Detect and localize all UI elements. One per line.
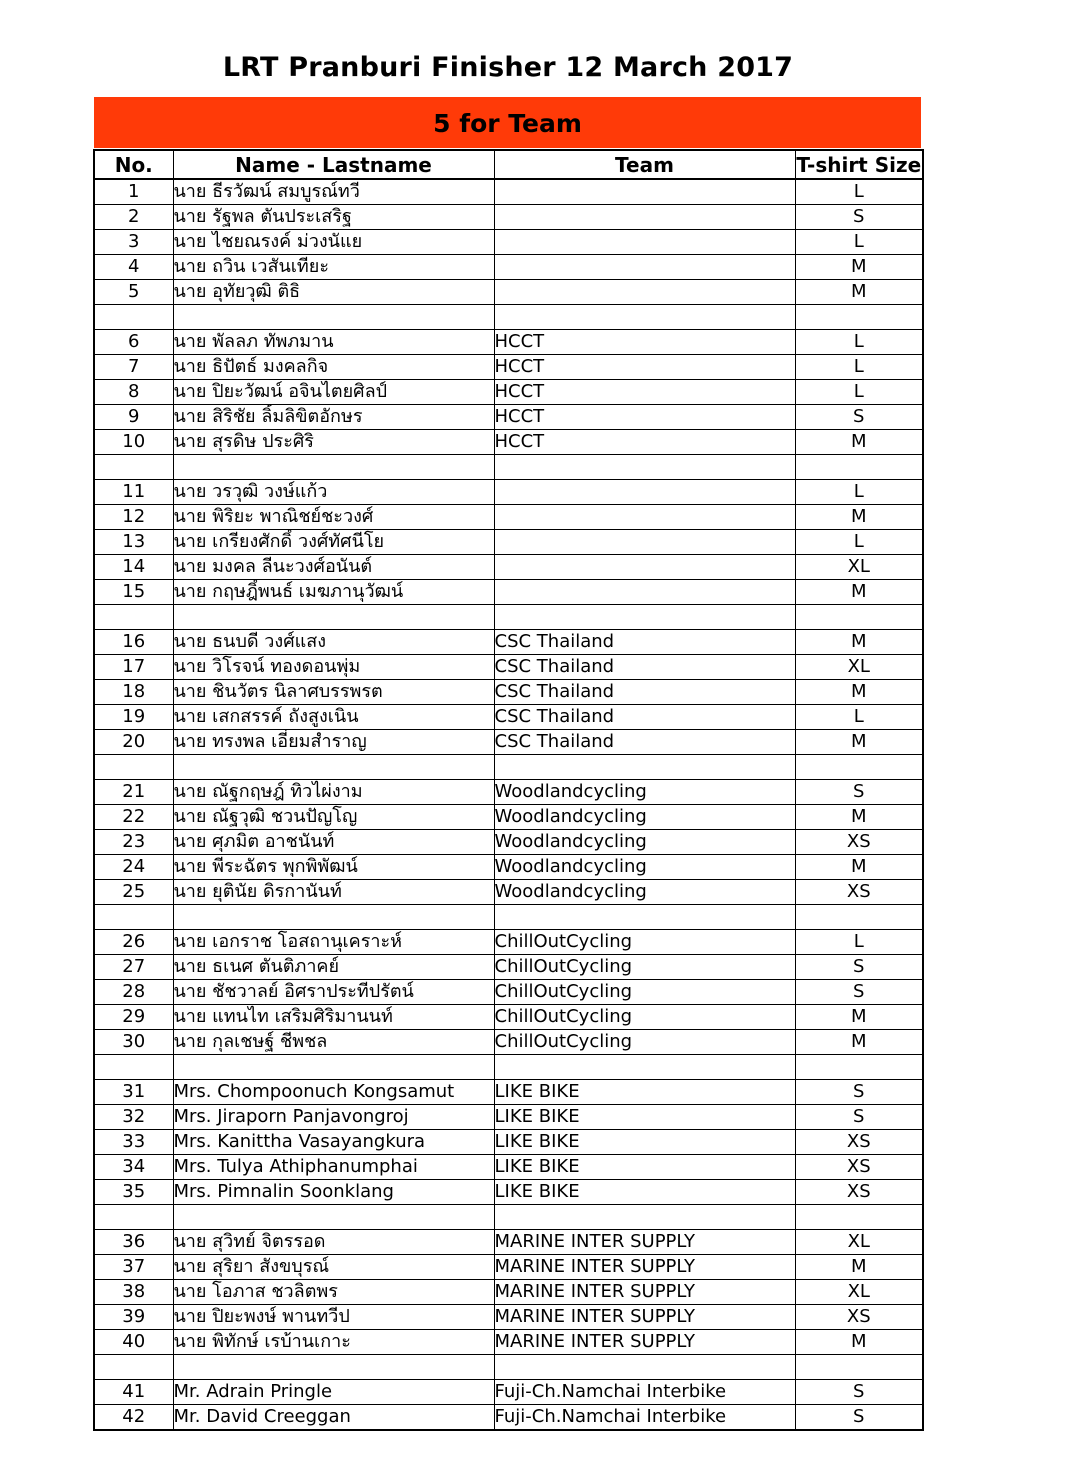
empty-cell — [795, 905, 923, 930]
table-row — [94, 480, 923, 505]
cell-team: CSC Thailand — [494, 680, 795, 705]
cell-no: 35 — [94, 1180, 173, 1205]
cell-no: 26 — [94, 930, 173, 955]
table-row — [94, 1130, 923, 1155]
cell-tshirt-size: XL — [795, 1280, 923, 1305]
cell-tshirt-size: L — [795, 330, 923, 355]
cell-name: นาย ปิยะวัฒน์ อจินไตยศิลป์ — [173, 380, 494, 405]
cell-team — [494, 530, 795, 555]
empty-cell — [494, 1205, 795, 1230]
cell-team: ChillOutCycling — [494, 1005, 795, 1030]
cell-team: CSC Thailand — [494, 655, 795, 680]
empty-cell — [94, 455, 173, 480]
cell-no: 41 — [94, 1380, 173, 1405]
cell-tshirt-size: M — [795, 580, 923, 605]
table-row — [94, 230, 923, 255]
cell-name: นาย ณัฐวุฒิ ชวนปัญโญ — [173, 805, 494, 830]
document-title: LRT Pranburi Finisher 12 March 2017 — [222, 52, 794, 83]
cell-name: Mrs. Jiraporn Panjavongroj — [173, 1105, 494, 1130]
cell-tshirt-size: M — [795, 1330, 923, 1355]
cell-team: HCCT — [494, 355, 795, 380]
spacer-row — [94, 1355, 923, 1380]
cell-no: 38 — [94, 1280, 173, 1305]
table-row — [94, 405, 923, 430]
table-row — [94, 1305, 923, 1330]
cell-team: Woodlandcycling — [494, 830, 795, 855]
cell-name: Mr. Adrain Pringle — [173, 1380, 494, 1405]
empty-cell — [494, 1355, 795, 1380]
cell-no: 2 — [94, 205, 173, 230]
empty-cell — [795, 755, 923, 780]
empty-cell — [173, 1205, 494, 1230]
empty-cell — [94, 905, 173, 930]
cell-team: ChillOutCycling — [494, 930, 795, 955]
cell-name: นาย สิริชัย ลิ้มลิขิตอักษร — [173, 405, 494, 430]
cell-team: Woodlandcycling — [494, 855, 795, 880]
cell-name: นาย วรวุฒิ วงษ์แก้ว — [173, 480, 494, 505]
cell-name: นาย แทนไท เสริมศิริมานนท์ — [173, 1005, 494, 1030]
table-row — [94, 179, 923, 205]
table-row — [94, 430, 923, 455]
table-row — [94, 505, 923, 530]
cell-no: 42 — [94, 1405, 173, 1431]
cell-no: 24 — [94, 855, 173, 880]
cell-tshirt-size: S — [795, 1105, 923, 1130]
spacer-row — [94, 1055, 923, 1080]
cell-tshirt-size: M — [795, 1030, 923, 1055]
cell-team: ChillOutCycling — [494, 1030, 795, 1055]
cell-team: LIKE BIKE — [494, 1080, 795, 1105]
cell-no: 13 — [94, 530, 173, 555]
cell-name: Mrs. Tulya Athiphanumphai — [173, 1155, 494, 1180]
cell-tshirt-size: L — [795, 705, 923, 730]
empty-cell — [173, 755, 494, 780]
cell-no: 11 — [94, 480, 173, 505]
cell-tshirt-size: M — [795, 1255, 923, 1280]
cell-name: นาย รัฐพล ตันประเสริฐ — [173, 205, 494, 230]
cell-no: 22 — [94, 805, 173, 830]
table-row — [94, 1405, 923, 1431]
cell-tshirt-size: M — [795, 805, 923, 830]
cell-team — [494, 205, 795, 230]
cell-tshirt-size: M — [795, 255, 923, 280]
table-row — [94, 705, 923, 730]
table-row — [94, 580, 923, 605]
cell-tshirt-size: M — [795, 505, 923, 530]
cell-tshirt-size: S — [795, 980, 923, 1005]
table-row — [94, 630, 923, 655]
empty-cell — [173, 1055, 494, 1080]
empty-cell — [494, 605, 795, 630]
cell-team — [494, 255, 795, 280]
column-header-team: Team — [494, 150, 795, 179]
table-row — [94, 655, 923, 680]
cell-tshirt-size: S — [795, 1380, 923, 1405]
cell-team: LIKE BIKE — [494, 1180, 795, 1205]
spacer-row — [94, 905, 923, 930]
cell-name: นาย ธนบดี วงศ์แสง — [173, 630, 494, 655]
cell-team — [494, 230, 795, 255]
cell-tshirt-size: XS — [795, 1305, 923, 1330]
cell-no: 30 — [94, 1030, 173, 1055]
table-row — [94, 1255, 923, 1280]
empty-cell — [494, 305, 795, 330]
column-header-name: Name - Lastname — [173, 150, 494, 179]
cell-tshirt-size: S — [795, 405, 923, 430]
cell-name: Mr. David Creeggan — [173, 1405, 494, 1431]
cell-team: LIKE BIKE — [494, 1130, 795, 1155]
cell-name: นาย สุรดิษ ประศิริ — [173, 430, 494, 455]
cell-name: นาย ชินวัตร นิลาศบรรพรต — [173, 680, 494, 705]
table-row — [94, 355, 923, 380]
empty-cell — [173, 905, 494, 930]
cell-name: นาย ปิยะพงษ์ พานทวีป — [173, 1305, 494, 1330]
table-row — [94, 780, 923, 805]
cell-name: นาย พิทักษ์ เรบ้านเกาะ — [173, 1330, 494, 1355]
column-header-size: T-shirt Size — [795, 150, 923, 179]
cell-name: Mrs. Kanittha Vasayangkura — [173, 1130, 494, 1155]
empty-cell — [173, 1355, 494, 1380]
cell-tshirt-size: XS — [795, 1130, 923, 1155]
table-row — [94, 880, 923, 905]
table-row — [94, 1230, 923, 1255]
cell-team: MARINE INTER SUPPLY — [494, 1330, 795, 1355]
cell-team: MARINE INTER SUPPLY — [494, 1255, 795, 1280]
cell-name: นาย อุทัยวุฒิ ติธิ — [173, 280, 494, 305]
cell-name: นาย พีระฉัตร พุกพิพัฒน์ — [173, 855, 494, 880]
cell-tshirt-size: L — [795, 355, 923, 380]
spacer-row — [94, 305, 923, 330]
empty-cell — [795, 455, 923, 480]
cell-team: Woodlandcycling — [494, 780, 795, 805]
cell-no: 31 — [94, 1080, 173, 1105]
cell-tshirt-size: L — [795, 480, 923, 505]
cell-name: Mrs. Chompoonuch Kongsamut — [173, 1080, 494, 1105]
cell-no: 16 — [94, 630, 173, 655]
cell-no: 7 — [94, 355, 173, 380]
cell-no: 8 — [94, 380, 173, 405]
cell-name: นาย กฤษฎิ์พนธ์ เมฆภานุวัฒน์ — [173, 580, 494, 605]
cell-tshirt-size: L — [795, 930, 923, 955]
cell-no: 18 — [94, 680, 173, 705]
cell-team: Woodlandcycling — [494, 805, 795, 830]
empty-cell — [795, 605, 923, 630]
cell-team: MARINE INTER SUPPLY — [494, 1230, 795, 1255]
cell-tshirt-size: L — [795, 380, 923, 405]
cell-name: นาย สุวิทย์ จิตรรอด — [173, 1230, 494, 1255]
table-row — [94, 1180, 923, 1205]
cell-name: นาย โอภาส ชวลิตพร — [173, 1280, 494, 1305]
cell-no: 10 — [94, 430, 173, 455]
cell-name: นาย ทรงพล เอี่ยมสำราญ — [173, 730, 494, 755]
cell-tshirt-size: S — [795, 1080, 923, 1105]
cell-no: 12 — [94, 505, 173, 530]
cell-tshirt-size: L — [795, 530, 923, 555]
cell-team: CSC Thailand — [494, 730, 795, 755]
cell-name: นาย วิโรจน์ ทองดอนพุ่ม — [173, 655, 494, 680]
spacer-row — [94, 755, 923, 780]
cell-team: ChillOutCycling — [494, 955, 795, 980]
cell-no: 9 — [94, 405, 173, 430]
team-category-banner: 5 for Team — [94, 97, 921, 148]
cell-no: 36 — [94, 1230, 173, 1255]
table-row — [94, 680, 923, 705]
cell-no: 33 — [94, 1130, 173, 1155]
cell-name: นาย เสกสรรค์ ถังสูงเนิน — [173, 705, 494, 730]
cell-name: นาย ธิปัตธ์ มงคลกิจ — [173, 355, 494, 380]
table-row — [94, 855, 923, 880]
cell-team: HCCT — [494, 380, 795, 405]
cell-no: 5 — [94, 280, 173, 305]
cell-no: 37 — [94, 1255, 173, 1280]
cell-team: CSC Thailand — [494, 705, 795, 730]
cell-no: 25 — [94, 880, 173, 905]
cell-no: 28 — [94, 980, 173, 1005]
spacer-row — [94, 605, 923, 630]
table-row — [94, 1030, 923, 1055]
cell-team: ChillOutCycling — [494, 980, 795, 1005]
cell-team: HCCT — [494, 405, 795, 430]
empty-cell — [795, 305, 923, 330]
cell-tshirt-size: S — [795, 1405, 923, 1431]
cell-team: MARINE INTER SUPPLY — [494, 1305, 795, 1330]
table-row — [94, 1105, 923, 1130]
table-row — [94, 1280, 923, 1305]
cell-no: 6 — [94, 330, 173, 355]
cell-team — [494, 505, 795, 530]
cell-tshirt-size: M — [795, 855, 923, 880]
cell-tshirt-size: M — [795, 680, 923, 705]
cell-tshirt-size: M — [795, 280, 923, 305]
cell-team: LIKE BIKE — [494, 1105, 795, 1130]
table-row — [94, 255, 923, 280]
cell-name: นาย สุริยา สังขบุรณ์ — [173, 1255, 494, 1280]
cell-name: นาย ยุตินัย ดิรกานันท์ — [173, 880, 494, 905]
cell-no: 27 — [94, 955, 173, 980]
cell-team — [494, 280, 795, 305]
table-row — [94, 1155, 923, 1180]
cell-tshirt-size: M — [795, 430, 923, 455]
empty-cell — [173, 455, 494, 480]
cell-no: 4 — [94, 255, 173, 280]
cell-team — [494, 480, 795, 505]
table-row — [94, 955, 923, 980]
cell-no: 34 — [94, 1155, 173, 1180]
table-row — [94, 555, 923, 580]
empty-cell — [94, 1205, 173, 1230]
cell-no: 21 — [94, 780, 173, 805]
cell-name: นาย พิริยะ พาณิชย์ชะวงศ์ — [173, 505, 494, 530]
table-row — [94, 205, 923, 230]
empty-cell — [795, 1355, 923, 1380]
cell-name: นาย ไชยณรงค์ ม่วงนัแย — [173, 230, 494, 255]
table-row — [94, 1380, 923, 1405]
table-row — [94, 830, 923, 855]
cell-team: MARINE INTER SUPPLY — [494, 1280, 795, 1305]
empty-cell — [94, 1055, 173, 1080]
table-row — [94, 330, 923, 355]
cell-team: LIKE BIKE — [494, 1155, 795, 1180]
cell-no: 19 — [94, 705, 173, 730]
cell-tshirt-size: XS — [795, 880, 923, 905]
cell-tshirt-size: XS — [795, 830, 923, 855]
cell-team: Fuji-Ch.Namchai Interbike — [494, 1380, 795, 1405]
cell-no: 1 — [94, 179, 173, 205]
cell-no: 15 — [94, 580, 173, 605]
cell-no: 14 — [94, 555, 173, 580]
cell-name: นาย เอกราช โอสถานุเคราะห์ — [173, 930, 494, 955]
cell-team: HCCT — [494, 430, 795, 455]
cell-tshirt-size: S — [795, 955, 923, 980]
cell-name: นาย ชัชวาลย์ อิศราประทีปรัตน์ — [173, 980, 494, 1005]
cell-no: 32 — [94, 1105, 173, 1130]
empty-cell — [494, 905, 795, 930]
cell-team — [494, 179, 795, 205]
cell-name: นาย ถวิน เวสันเทียะ — [173, 255, 494, 280]
empty-cell — [494, 455, 795, 480]
table-row — [94, 1080, 923, 1105]
spacer-row — [94, 455, 923, 480]
empty-cell — [94, 605, 173, 630]
cell-no: 39 — [94, 1305, 173, 1330]
empty-cell — [173, 605, 494, 630]
cell-name: นาย ณัฐกฤษฎ์ ทิวไผ่งาม — [173, 780, 494, 805]
cell-tshirt-size: XL — [795, 555, 923, 580]
cell-tshirt-size: S — [795, 205, 923, 230]
empty-cell — [795, 1055, 923, 1080]
empty-cell — [94, 1355, 173, 1380]
cell-team — [494, 555, 795, 580]
cell-team — [494, 580, 795, 605]
cell-no: 17 — [94, 655, 173, 680]
cell-name: นาย กุลเชษฐ์ ชีพชล — [173, 1030, 494, 1055]
cell-tshirt-size: XS — [795, 1155, 923, 1180]
cell-tshirt-size: M — [795, 730, 923, 755]
table-row — [94, 805, 923, 830]
cell-tshirt-size: XL — [795, 1230, 923, 1255]
empty-cell — [494, 755, 795, 780]
cell-tshirt-size: XS — [795, 1180, 923, 1205]
cell-no: 40 — [94, 1330, 173, 1355]
table-row — [94, 380, 923, 405]
table-body — [94, 179, 923, 1430]
cell-team: Fuji-Ch.Namchai Interbike — [494, 1405, 795, 1431]
empty-cell — [494, 1055, 795, 1080]
cell-tshirt-size: M — [795, 630, 923, 655]
cell-team: HCCT — [494, 330, 795, 355]
cell-no: 20 — [94, 730, 173, 755]
cell-no: 29 — [94, 1005, 173, 1030]
table-row — [94, 930, 923, 955]
table-row — [94, 730, 923, 755]
empty-cell — [173, 305, 494, 330]
table-row — [94, 280, 923, 305]
cell-name: นาย ธเนศ ตันติภาคย์ — [173, 955, 494, 980]
cell-team: Woodlandcycling — [494, 880, 795, 905]
cell-name: นาย ธีรวัฒน์ สมบูรณ์ทวี — [173, 179, 494, 205]
table-header-row — [94, 150, 923, 179]
empty-cell — [94, 755, 173, 780]
cell-name: Mrs. Pimnalin Soonklang — [173, 1180, 494, 1205]
spacer-row — [94, 1205, 923, 1230]
cell-name: นาย พัลลภ ทัพภมาน — [173, 330, 494, 355]
cell-name: นาย เกรียงศักดิ์ วงศ์ทัศนีโย — [173, 530, 494, 555]
cell-team: CSC Thailand — [494, 630, 795, 655]
empty-cell — [94, 305, 173, 330]
cell-tshirt-size: S — [795, 780, 923, 805]
cell-tshirt-size: XL — [795, 655, 923, 680]
table-row — [94, 980, 923, 1005]
cell-no: 23 — [94, 830, 173, 855]
empty-cell — [795, 1205, 923, 1230]
cell-name: นาย ศุภมิต อาชนันท์ — [173, 830, 494, 855]
finisher-table — [93, 149, 924, 1431]
cell-no: 3 — [94, 230, 173, 255]
cell-tshirt-size: L — [795, 230, 923, 255]
column-header-no: No. — [94, 150, 173, 179]
cell-name: นาย มงคล ลีนะวงศ์อนันต์ — [173, 555, 494, 580]
table-row — [94, 1330, 923, 1355]
cell-tshirt-size: M — [795, 1005, 923, 1030]
table-row — [94, 1005, 923, 1030]
table-row — [94, 530, 923, 555]
cell-tshirt-size: L — [795, 179, 923, 205]
